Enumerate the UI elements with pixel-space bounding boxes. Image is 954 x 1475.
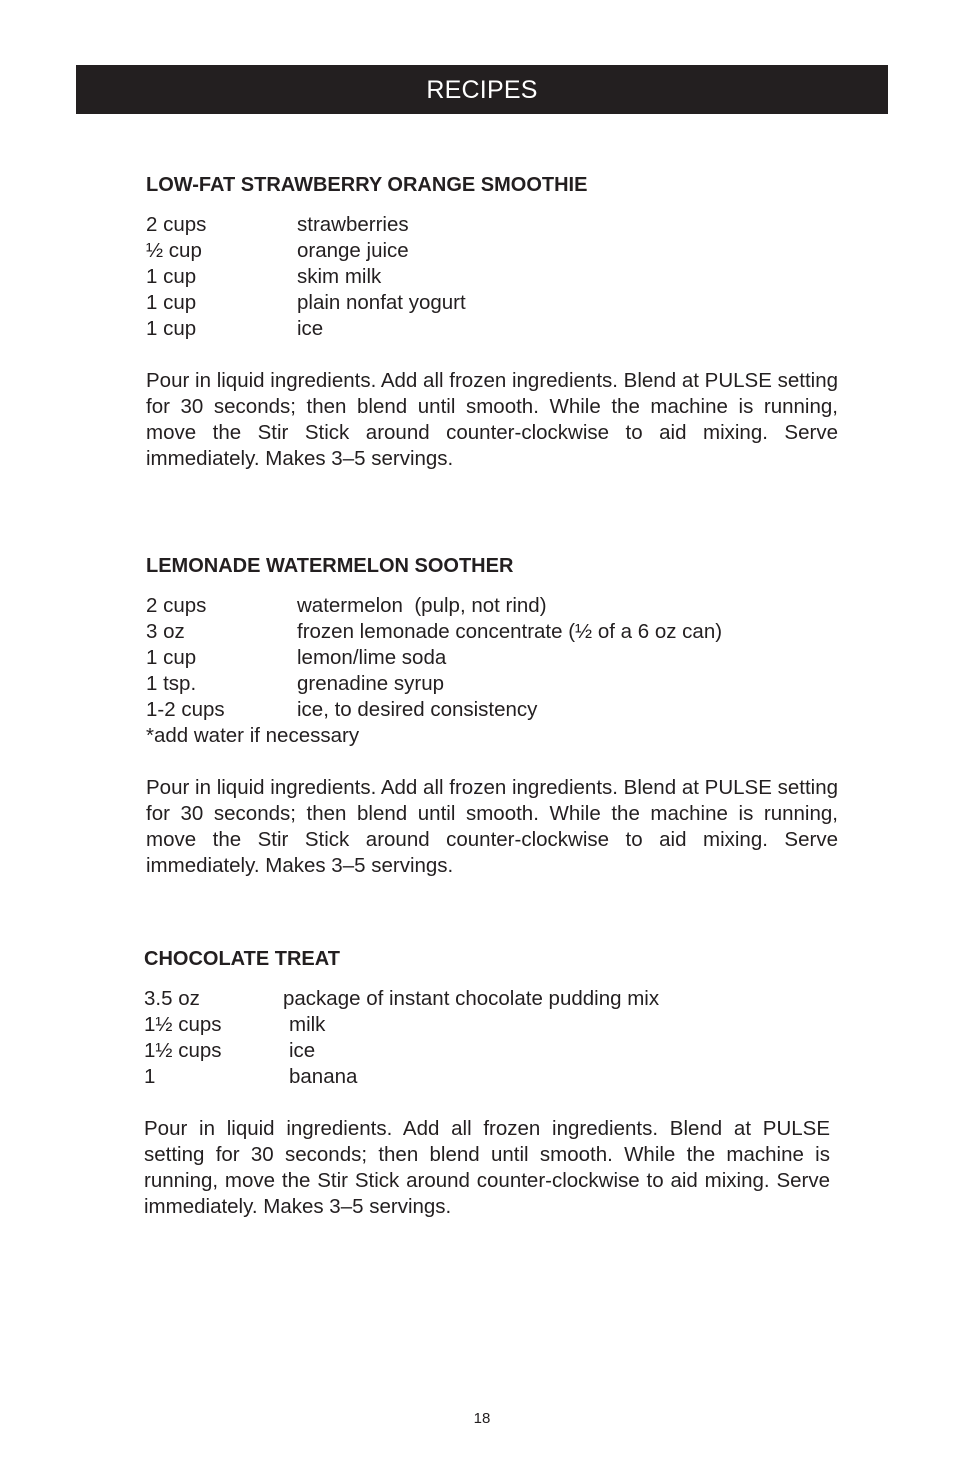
recipe-title: LOW-FAT STRAWBERRY ORANGE SMOOTHIE — [146, 174, 588, 196]
ingredient-name: milk — [289, 1013, 326, 1036]
ingredient-quantity: 1 cup — [146, 291, 197, 314]
ingredient-row — [146, 671, 838, 697]
ingredient-quantity: 1 cup — [146, 265, 197, 288]
ingredient-name: ice — [297, 317, 324, 340]
section-header — [76, 65, 888, 114]
ingredient-quantity: 1 — [144, 1065, 156, 1088]
ingredient-quantity: 2 cups — [146, 213, 207, 236]
ingredient-quantity: 1 cup — [146, 646, 197, 669]
ingredient-row — [144, 1038, 836, 1064]
ingredient-row — [146, 316, 838, 342]
recipe-title: LEMONADE WATERMELON SOOTHER — [146, 555, 514, 577]
ingredient-name: watermelon (pulp, not rind) — [297, 594, 547, 617]
recipe-lemonade-watermelon-soother — [146, 553, 838, 879]
ingredient-row — [146, 593, 838, 619]
ingredient-name: plain nonfat yogurt — [297, 291, 466, 314]
ingredient-quantity: 2 cups — [146, 594, 207, 617]
recipe-instructions: Pour in liquid ingredients. Add all frozen ingredients. Blend at PULSE setting for 30 seconds; then blend until smooth. While the machine is running, move the Stir Stick around counter-clockwise to aid mixing. Serve immediately. Makes 3–5 servings. — [146, 776, 838, 877]
ingredient-row — [144, 1012, 836, 1038]
ingredient-list — [146, 593, 838, 749]
ingredient-row — [146, 238, 838, 264]
ingredient-name: package of instant chocolate pudding mix — [283, 987, 660, 1010]
ingredient-name: ice — [289, 1039, 316, 1062]
ingredient-name: orange juice — [297, 239, 409, 262]
ingredient-quantity: 1-2 cups — [146, 698, 225, 721]
ingredient-name: banana — [289, 1065, 358, 1088]
ingredient-row — [146, 212, 838, 238]
ingredient-row — [144, 1064, 836, 1090]
ingredient-row — [146, 290, 838, 316]
recipe-instructions: Pour in liquid ingredients. Add all frozen ingredients. Blend at PULSE setting for 30 seconds; then blend until smooth. While the machine is running, move the Stir Stick around counter-clockwise to aid mixing. Serve immediately. Makes 3–5 servings. — [144, 1117, 830, 1218]
ingredient-row — [144, 986, 836, 1012]
ingredient-name: lemon/lime soda — [297, 646, 447, 669]
ingredient-row — [146, 697, 838, 723]
ingredient-row — [146, 264, 838, 290]
ingredient-name: frozen lemonade concentrate (½ of a 6 oz can) — [297, 620, 723, 643]
section-title: RECIPES — [426, 76, 538, 104]
ingredient-quantity: 1 cup — [146, 317, 197, 340]
page-number: 18 — [473, 1410, 491, 1427]
ingredient-row — [146, 619, 838, 645]
ingredient-name: ice, to desired consistency — [297, 698, 538, 721]
ingredient-quantity: 3.5 oz — [144, 987, 200, 1010]
ingredient-quantity: ½ cup — [146, 239, 202, 262]
recipe-instructions: Pour in liquid ingredients. Add all frozen ingredients. Blend at PULSE setting for 30 seconds; then blend until smooth. While the machine is running, move the Stir Stick around counter-clockwise to aid mixing. Serve immediately. Makes 3–5 servings. — [146, 369, 838, 470]
recipe-chocolate-treat — [144, 946, 836, 1220]
recipe-note: *add water if necessary — [146, 724, 360, 747]
ingredient-quantity: 1 tsp. — [146, 672, 197, 695]
ingredient-quantity: 1½ cups — [144, 1039, 222, 1062]
ingredient-quantity: 3 oz — [146, 620, 185, 643]
ingredient-name: strawberries — [297, 213, 409, 236]
recipe-title: CHOCOLATE TREAT — [144, 948, 340, 970]
ingredient-name: skim milk — [297, 265, 382, 288]
ingredient-row — [146, 645, 838, 671]
ingredient-list — [144, 986, 836, 1090]
ingredient-name: grenadine syrup — [297, 672, 445, 695]
ingredient-quantity: 1½ cups — [144, 1013, 222, 1036]
recipe-strawberry-orange-smoothie — [146, 172, 838, 472]
ingredient-list — [146, 212, 838, 342]
